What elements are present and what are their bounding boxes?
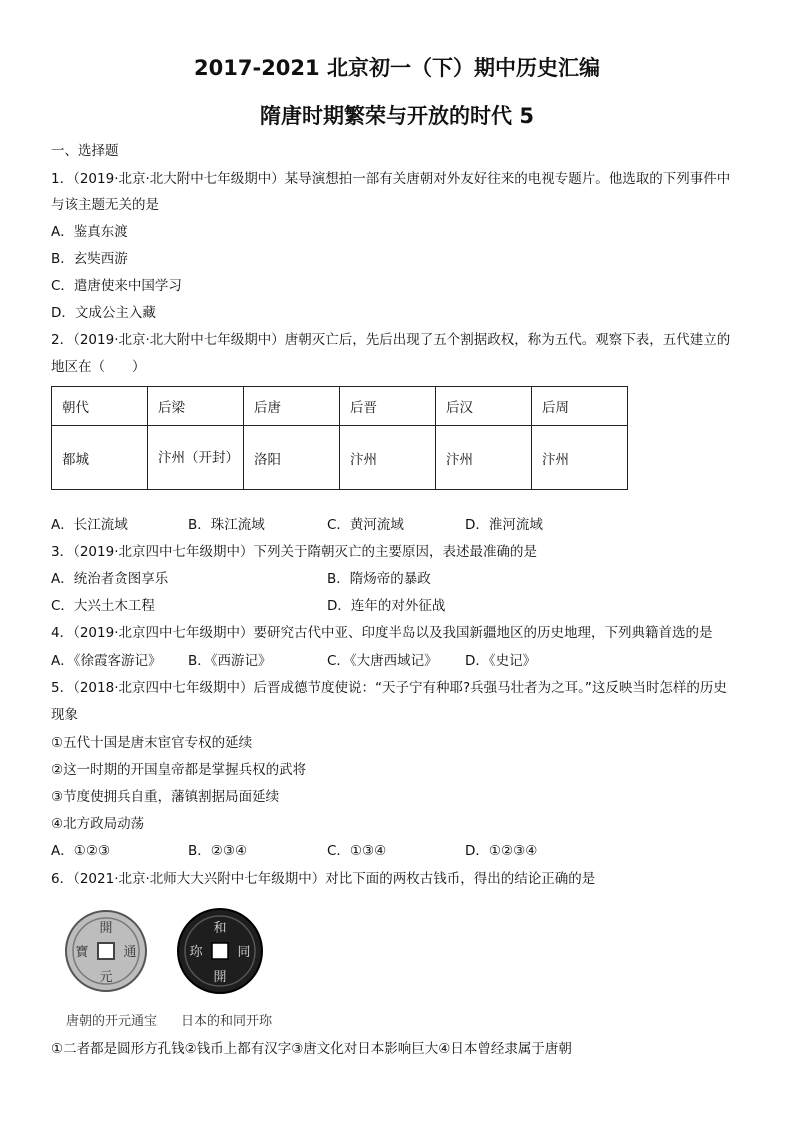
- table-header-row: [52, 387, 628, 426]
- question-5-item-3: ③节度使拥兵自重，藩镇割据局面延续: [51, 789, 280, 805]
- table-header-cell: 后汉: [436, 387, 532, 426]
- svg-text:通: 通: [123, 945, 137, 960]
- question-2-stem-cont: 地区在（ ）: [51, 359, 146, 375]
- question-6-stem: 6．（2021·北京·北师大大兴附中七年级期中）对比下面的两枚古钱币，得出的结论正确的是: [51, 871, 596, 887]
- question-4-option-c: C．《大唐西域记》: [327, 653, 438, 669]
- question-5-option-a: A．①②③: [51, 843, 111, 859]
- question-2-option-b: B．珠江流域: [188, 517, 265, 533]
- svg-text:同: 同: [237, 945, 251, 960]
- table-cell: 汴州: [532, 426, 628, 490]
- question-2-option-d: D．淮河流域: [465, 517, 543, 533]
- question-4-option-a: A．《徐霞客游记》: [51, 653, 162, 669]
- question-2-option-a: A．长江流域: [51, 517, 128, 533]
- question-5-item-4: ④北方政局动荡: [51, 816, 145, 832]
- section-heading: 一、选择题: [51, 143, 119, 159]
- table-row: [52, 426, 628, 490]
- svg-text:和: 和: [213, 921, 227, 936]
- table-cell: 洛阳: [244, 426, 340, 490]
- svg-text:寶: 寶: [75, 945, 89, 960]
- question-1-stem-cont: 与该主题无关的是: [51, 197, 159, 213]
- kaiyuan-tongbao-coin: [66, 911, 146, 991]
- coin-1-caption: 唐朝的开元通宝: [66, 1014, 158, 1029]
- table-cell: 汴州: [340, 426, 436, 490]
- question-5-stem-cont: 现象: [51, 707, 78, 723]
- table-header-cell: 后梁: [148, 387, 244, 426]
- document-subtitle: 隋唐时期繁荣与开放的时代 5: [260, 104, 534, 128]
- question-1-option-c: C．遣唐使来中国学习: [51, 278, 182, 294]
- question-5-option-d: D．①②③④: [465, 843, 538, 859]
- question-2-stem: 2．（2019·北京·北大附中七年级期中）唐朝灭亡后，先后出现了五个割据政权，称为五代。观察下表，五代建立的: [51, 332, 731, 348]
- table-header-cell: 朝代: [52, 387, 148, 426]
- dynasty-table: [51, 386, 628, 490]
- question-1-option-b: B．玄奘西游: [51, 251, 128, 267]
- question-1-option-a: A．鉴真东渡: [51, 224, 128, 240]
- table-cell: 汴州: [436, 426, 532, 490]
- table-cell: 汴州（开封）: [148, 426, 244, 490]
- coin-2-caption: 日本的和同开珎: [181, 1014, 273, 1029]
- question-5-item-1: ①五代十国是唐末宦官专权的延续: [51, 735, 253, 751]
- svg-text:元: 元: [99, 970, 113, 985]
- question-3-option-d: D．连年的对外征战: [327, 598, 446, 614]
- table-header-cell: 后唐: [244, 387, 340, 426]
- table-cell: 都城: [52, 426, 148, 490]
- svg-text:珎: 珎: [189, 945, 203, 960]
- question-3-option-c: C．大兴土木工程: [51, 598, 155, 614]
- table-header-cell: 后周: [532, 387, 628, 426]
- question-2-option-c: C．黄河流域: [327, 517, 404, 533]
- wado-kaichin-coin: [178, 909, 262, 993]
- question-3-stem: 3．（2019·北京四中七年级期中）下列关于隋朝灭亡的主要原因，表述最准确的是: [51, 544, 537, 560]
- question-5-stem: 5．（2018·北京四中七年级期中）后晋成德节度使说：“天子宁有种耶?兵强马壮者为之耳。”这反映当时怎样的历史: [51, 680, 727, 696]
- question-1-stem: 1．（2019·北京·北大附中七年级期中）某导演想拍一部有关唐朝对外友好往来的电视专题片。他选取的下列事件中: [51, 171, 731, 187]
- question-6-statements: ①二者都是圆形方孔钱②钱币上都有汉字③唐文化对日本影响巨大④日本曾经隶属于唐朝: [51, 1041, 572, 1057]
- question-3-option-b: B．隋炀帝的暴政: [327, 571, 431, 587]
- svg-text:開: 開: [99, 921, 113, 936]
- question-4-stem: 4．（2019·北京四中七年级期中）要研究古代中亚、印度半岛以及我国新疆地区的历史地理，下列典籍首选的是: [51, 625, 713, 641]
- question-5-item-2: ②这一时期的开国皇帝都是掌握兵权的武将: [51, 762, 307, 778]
- question-1-option-d: D．文成公主入藏: [51, 305, 156, 321]
- question-3-option-a: A．统治者贪图享乐: [51, 571, 169, 587]
- question-5-option-c: C．①③④: [327, 843, 387, 859]
- document-title: 2017-2021 北京初一（下）期中历史汇编: [194, 56, 600, 80]
- coins-image: [60, 905, 290, 1025]
- table-header-cell: 后晋: [340, 387, 436, 426]
- question-4-option-d: D．《史记》: [465, 653, 537, 669]
- question-5-option-b: B．②③④: [188, 843, 248, 859]
- svg-text:開: 開: [213, 970, 227, 985]
- question-4-option-b: B．《西游记》: [188, 653, 272, 669]
